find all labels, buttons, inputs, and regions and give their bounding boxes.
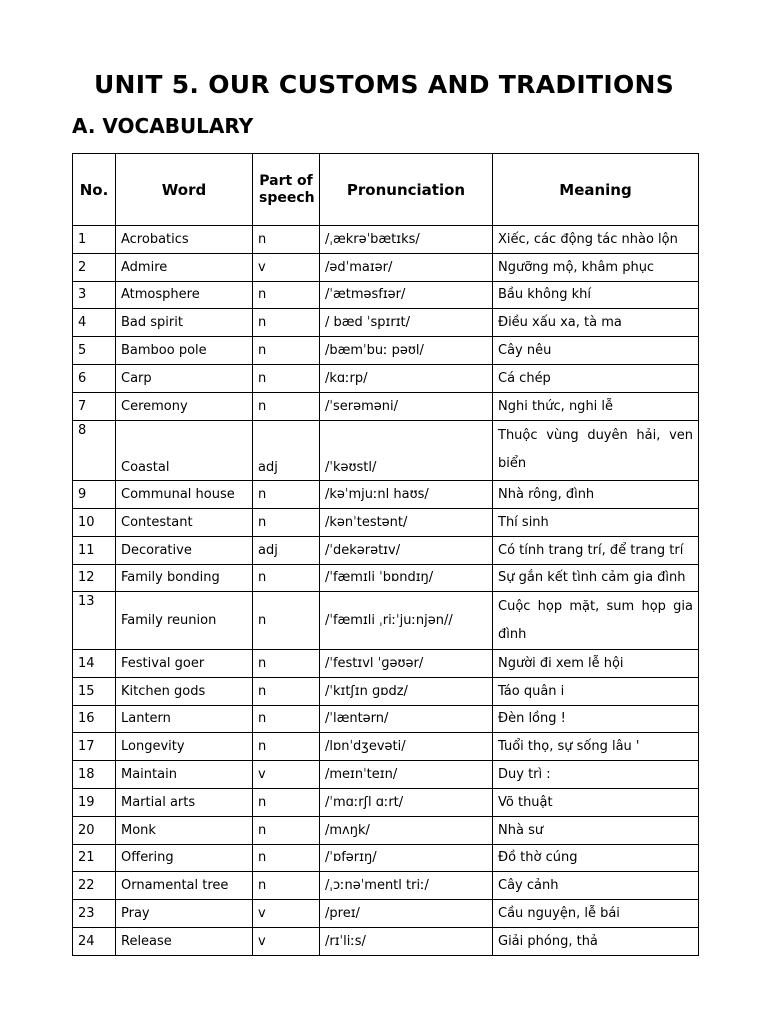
cell-part-of-speech: n bbox=[253, 281, 320, 309]
cell-pronunciation: /bæmˈbuː pəʊl/ bbox=[320, 337, 493, 365]
cell-word: Martial arts bbox=[116, 788, 253, 816]
cell-meaning: Duy trì : bbox=[493, 761, 699, 789]
cell-no: 23 bbox=[73, 900, 116, 928]
cell-no: 1 bbox=[73, 226, 116, 254]
table-row bbox=[73, 309, 699, 337]
cell-meaning: Người đi xem lễ hội bbox=[493, 649, 699, 677]
table-row bbox=[73, 364, 699, 392]
cell-pronunciation: /mʌŋk/ bbox=[320, 816, 493, 844]
cell-meaning: Võ thuật bbox=[493, 788, 699, 816]
cell-part-of-speech: n bbox=[253, 733, 320, 761]
table-row bbox=[73, 900, 699, 928]
cell-part-of-speech: n bbox=[253, 816, 320, 844]
cell-pronunciation: /lɒnˈdʒevəti/ bbox=[320, 733, 493, 761]
header-meaning: Meaning bbox=[493, 154, 699, 226]
cell-part-of-speech: n bbox=[253, 226, 320, 254]
cell-word: Acrobatics bbox=[116, 226, 253, 254]
cell-word: Monk bbox=[116, 816, 253, 844]
table-row bbox=[73, 649, 699, 677]
cell-meaning: Tuổi thọ, sự sống lâu ' bbox=[493, 733, 699, 761]
cell-meaning: Ngưỡng mộ, khâm phục bbox=[493, 253, 699, 281]
cell-part-of-speech: n bbox=[253, 392, 320, 420]
header-word: Word bbox=[116, 154, 253, 226]
cell-pronunciation: /ˈlæntərn/ bbox=[320, 705, 493, 733]
table-row bbox=[73, 592, 699, 650]
cell-part-of-speech: n bbox=[253, 508, 320, 536]
cell-pronunciation: /ˌɔːnəˈmentl triː/ bbox=[320, 872, 493, 900]
table-row bbox=[73, 420, 699, 481]
cell-part-of-speech: n bbox=[253, 872, 320, 900]
vocabulary-table-body bbox=[73, 226, 699, 956]
cell-no: 22 bbox=[73, 872, 116, 900]
cell-no: 5 bbox=[73, 337, 116, 365]
cell-no: 24 bbox=[73, 927, 116, 955]
cell-part-of-speech: n bbox=[253, 364, 320, 392]
cell-no: 6 bbox=[73, 364, 116, 392]
cell-word: Coastal bbox=[116, 420, 253, 481]
cell-meaning: Xiếc, các động tác nhào lộn bbox=[493, 226, 699, 254]
cell-part-of-speech: n bbox=[253, 309, 320, 337]
cell-no: 11 bbox=[73, 536, 116, 564]
header-no: No. bbox=[73, 154, 116, 226]
cell-meaning: Nhà rông, đình bbox=[493, 481, 699, 509]
cell-pronunciation: /ˈfæmɪli ˈbɒndɪŋ/ bbox=[320, 564, 493, 592]
cell-part-of-speech: v bbox=[253, 927, 320, 955]
table-row bbox=[73, 927, 699, 955]
cell-word: Atmosphere bbox=[116, 281, 253, 309]
table-row bbox=[73, 508, 699, 536]
cell-pronunciation: /preɪ/ bbox=[320, 900, 493, 928]
cell-meaning: Điều xấu xa, tà ma bbox=[493, 309, 699, 337]
cell-pronunciation: /kənˈtestənt/ bbox=[320, 508, 493, 536]
cell-part-of-speech: n bbox=[253, 705, 320, 733]
cell-no: 8 bbox=[73, 420, 116, 481]
table-row bbox=[73, 788, 699, 816]
table-row bbox=[73, 226, 699, 254]
cell-word: Pray bbox=[116, 900, 253, 928]
header-pronunciation: Pronunciation bbox=[320, 154, 493, 226]
cell-word: Admire bbox=[116, 253, 253, 281]
cell-no: 9 bbox=[73, 481, 116, 509]
table-row bbox=[73, 677, 699, 705]
cell-no: 13 bbox=[73, 592, 116, 650]
cell-meaning: Đèn lồng ! bbox=[493, 705, 699, 733]
cell-no: 18 bbox=[73, 761, 116, 789]
cell-no: 3 bbox=[73, 281, 116, 309]
section-heading: A. VOCABULARY bbox=[72, 114, 254, 138]
cell-part-of-speech: adj bbox=[253, 536, 320, 564]
cell-meaning: Cá chép bbox=[493, 364, 699, 392]
cell-pronunciation: /ˈfæmɪli ˌriːˈjuːnjən// bbox=[320, 592, 493, 650]
cell-no: 14 bbox=[73, 649, 116, 677]
cell-part-of-speech: n bbox=[253, 337, 320, 365]
cell-pronunciation: /meɪnˈteɪn/ bbox=[320, 761, 493, 789]
table-row bbox=[73, 816, 699, 844]
table-row bbox=[73, 705, 699, 733]
vocabulary-table bbox=[72, 153, 699, 956]
cell-word: Ceremony bbox=[116, 392, 253, 420]
cell-meaning: Nhà sư bbox=[493, 816, 699, 844]
table-row bbox=[73, 536, 699, 564]
cell-no: 16 bbox=[73, 705, 116, 733]
cell-word: Ornamental tree bbox=[116, 872, 253, 900]
cell-part-of-speech: v bbox=[253, 900, 320, 928]
table-row bbox=[73, 564, 699, 592]
cell-part-of-speech: n bbox=[253, 788, 320, 816]
table-row bbox=[73, 872, 699, 900]
cell-meaning: Cây cảnh bbox=[493, 872, 699, 900]
cell-no: 2 bbox=[73, 253, 116, 281]
cell-part-of-speech: n bbox=[253, 481, 320, 509]
cell-part-of-speech: v bbox=[253, 761, 320, 789]
cell-pronunciation: /ˈfestɪvl ˈɡəʊər/ bbox=[320, 649, 493, 677]
cell-pronunciation: /ˈmɑːrʃl ɑːrt/ bbox=[320, 788, 493, 816]
cell-word: Decorative bbox=[116, 536, 253, 564]
table-row bbox=[73, 392, 699, 420]
cell-meaning: Cầu nguyện, lễ bái bbox=[493, 900, 699, 928]
cell-no: 7 bbox=[73, 392, 116, 420]
cell-no: 4 bbox=[73, 309, 116, 337]
cell-no: 12 bbox=[73, 564, 116, 592]
cell-pronunciation: /ədˈmaɪər/ bbox=[320, 253, 493, 281]
cell-pronunciation: /ˈætməsfɪər/ bbox=[320, 281, 493, 309]
cell-part-of-speech: n bbox=[253, 844, 320, 872]
cell-meaning: Đồ thờ cúng bbox=[493, 844, 699, 872]
cell-word: Longevity bbox=[116, 733, 253, 761]
table-row bbox=[73, 337, 699, 365]
cell-meaning: Giải phóng, thả bbox=[493, 927, 699, 955]
cell-word: Contestant bbox=[116, 508, 253, 536]
cell-word: Kitchen gods bbox=[116, 677, 253, 705]
cell-meaning: Nghi thức, nghi lễ bbox=[493, 392, 699, 420]
cell-part-of-speech: adj bbox=[253, 420, 320, 481]
cell-pronunciation: /ˈkəʊstl/ bbox=[320, 420, 493, 481]
cell-word: Bad spirit bbox=[116, 309, 253, 337]
cell-pronunciation: /ˈkɪtʃɪn ɡɒdz/ bbox=[320, 677, 493, 705]
cell-word: Lantern bbox=[116, 705, 253, 733]
cell-meaning: Thí sinh bbox=[493, 508, 699, 536]
cell-pronunciation: /ˈdekərətɪv/ bbox=[320, 536, 493, 564]
cell-word: Offering bbox=[116, 844, 253, 872]
table-header-row bbox=[73, 154, 699, 226]
cell-word: Family reunion bbox=[116, 592, 253, 650]
cell-pronunciation: /ˈɒfərɪŋ/ bbox=[320, 844, 493, 872]
cell-no: 15 bbox=[73, 677, 116, 705]
cell-meaning: Bầu không khí bbox=[493, 281, 699, 309]
cell-meaning: Cuộc họp mặt, sum họp gia đình bbox=[493, 592, 699, 650]
page-title: UNIT 5. OUR CUSTOMS AND TRADITIONS bbox=[93, 70, 675, 99]
cell-part-of-speech: n bbox=[253, 649, 320, 677]
cell-word: Bamboo pole bbox=[116, 337, 253, 365]
table-row bbox=[73, 481, 699, 509]
cell-no: 19 bbox=[73, 788, 116, 816]
table-row bbox=[73, 281, 699, 309]
cell-meaning: Cây nêu bbox=[493, 337, 699, 365]
cell-word: Maintain bbox=[116, 761, 253, 789]
header-part-of-speech: Part of speech bbox=[253, 154, 320, 226]
table-row bbox=[73, 253, 699, 281]
cell-pronunciation: /kəˈmjuːnl haʊs/ bbox=[320, 481, 493, 509]
table-row bbox=[73, 761, 699, 789]
cell-no: 20 bbox=[73, 816, 116, 844]
cell-part-of-speech: n bbox=[253, 592, 320, 650]
cell-pronunciation: /kɑːrp/ bbox=[320, 364, 493, 392]
table-row bbox=[73, 844, 699, 872]
cell-pronunciation: /ˈserəməni/ bbox=[320, 392, 493, 420]
table-row bbox=[73, 733, 699, 761]
cell-pronunciation: / bæd ˈspɪrɪt/ bbox=[320, 309, 493, 337]
cell-meaning: Táo quân i bbox=[493, 677, 699, 705]
cell-no: 10 bbox=[73, 508, 116, 536]
cell-word: Release bbox=[116, 927, 253, 955]
cell-meaning: Có tính trang trí, để trang trí bbox=[493, 536, 699, 564]
cell-word: Family bonding bbox=[116, 564, 253, 592]
cell-part-of-speech: v bbox=[253, 253, 320, 281]
cell-part-of-speech: n bbox=[253, 677, 320, 705]
cell-part-of-speech: n bbox=[253, 564, 320, 592]
cell-no: 21 bbox=[73, 844, 116, 872]
cell-word: Communal house bbox=[116, 481, 253, 509]
cell-meaning: Sự gắn kết tình cảm gia đình bbox=[493, 564, 699, 592]
cell-no: 17 bbox=[73, 733, 116, 761]
cell-word: Carp bbox=[116, 364, 253, 392]
cell-meaning: Thuộc vùng duyên hải, ven biển bbox=[493, 420, 699, 481]
cell-pronunciation: /rɪˈliːs/ bbox=[320, 927, 493, 955]
cell-word: Festival goer bbox=[116, 649, 253, 677]
cell-pronunciation: /ˌækrəˈbætɪks/ bbox=[320, 226, 493, 254]
